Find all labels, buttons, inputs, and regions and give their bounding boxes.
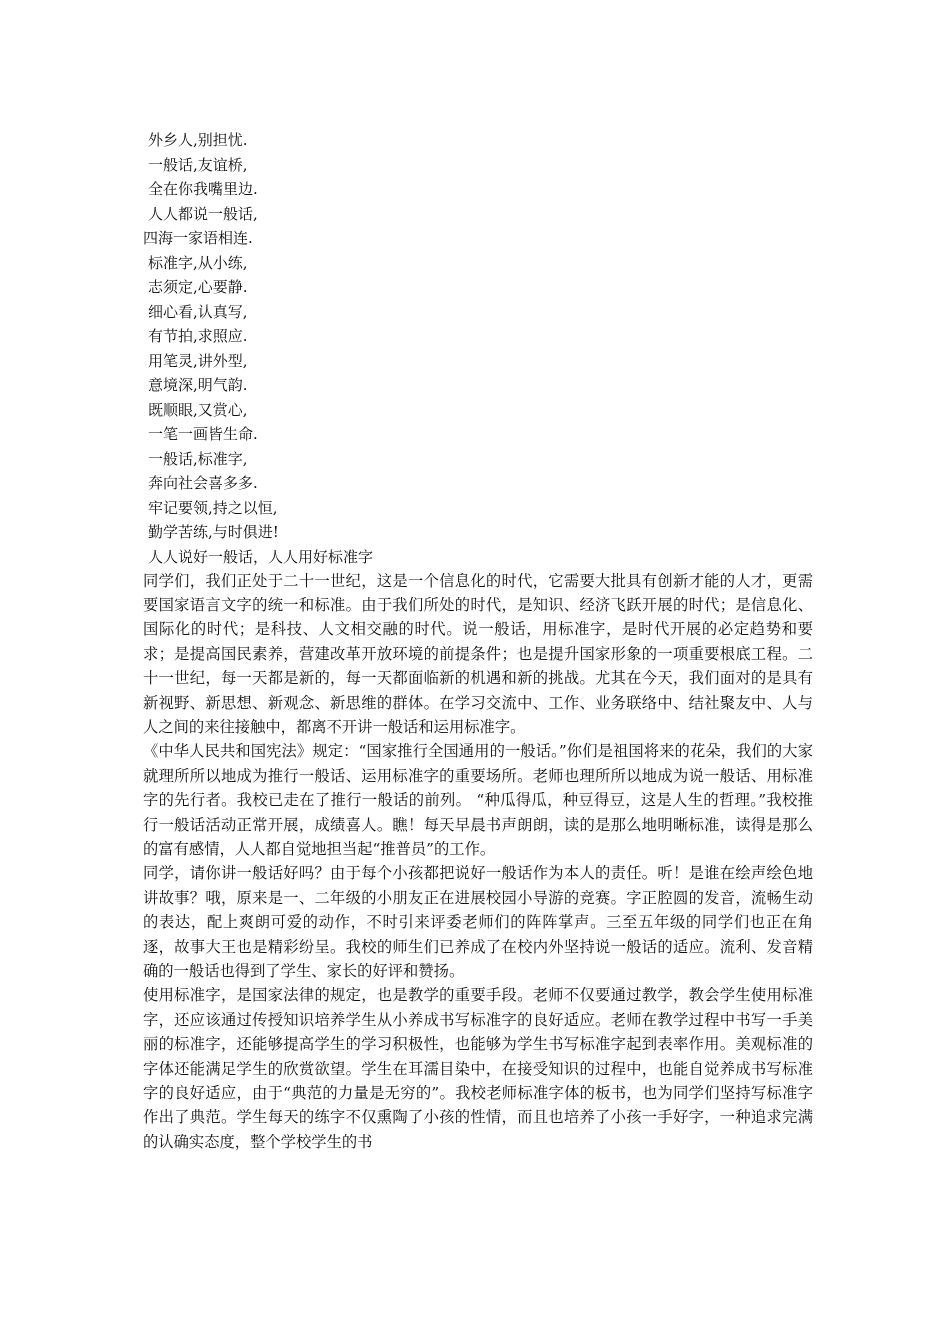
body-paragraph: 同学，请你讲一般话好吗？由于每个小孩都把说好一般话作为本人的责任。听！是谁在绘声绘色地讲故事？哦，原来是一、二年级的小朋友正在进展校园小导游的竞赛。字正腔圆的发音，流畅生动的表达，配上爽朗可爱的动作，不时引来评委老师们的阵阵掌声。三至五年级的同学们也正在角逐，故事大王也是精彩纷呈。我校的师生们已养成了在校内外坚持说一般话的适应。流利、发音精确的一般话也得到了学生、家长的好评和赞扬。: [143, 864, 813, 980]
poem-line: 勤学苦练,与时俱进!: [148, 523, 279, 541]
poem-line: 细心看,认真写,: [148, 302, 248, 321]
poem-line: 一般话,标准字,: [148, 449, 248, 468]
poem-line: 外乡人,别担忧.: [148, 131, 248, 149]
poem-line: 意境深,明气韵.: [148, 376, 248, 394]
poem-line: 全在你我嘴里边.: [148, 180, 258, 198]
poem-line: 志须定,心要静.: [148, 278, 248, 296]
poem-line: 一笔一画皆生命.: [148, 425, 258, 443]
section-heading: 人人说好一般话，人人用好标准字: [148, 547, 374, 566]
body-paragraph: 同学们，我们正处于二十一世纪，这是一个信息化的时代，它需要大批具有创新才能的人才，更需要国家语言文字的统一和标准。由于我们所处的时代，是知识、经济飞跃开展的时代；是信息化、国际化的时代；是科技、人文相交融的时代。说一般话，用标准字，是时代开展的必定趋势和要求；是提高国民素养，营建改革开放环境的前提条件；也是提升国家形象的一项重要根底工程。二十一世纪，每一天都是新的，每一天都面临新的机遇和新的挑战。尤其在今天，我们面对的是具有新视野、新思想、新观念、新思维的群体。在学习交流中、工作、业务联络中、结社聚友中、人与人之间的来往接触中，都离不开讲一般话和运用标准字。: [143, 571, 813, 736]
poem-line: 用笔灵,讲外型,: [148, 351, 248, 370]
body-paragraph: 使用标准字，是国家法律的规定，也是教学的重要手段。老师不仅要通过教学，教会学生使用标准字，还应该通过传授知识培养学生从小养成书写标准字的良好适应。老师在教学过程中书写一手美丽的标准字，还能够提高学生的学习积极性，也能够为学生书写标准字起到表率作用。美观标准的字体还能满足学生的欣赏欲望。学生在耳濡目染中，在接受知识的过程中，也能自觉养成书写标准字的良好适应，由于“典范的力量是无穷的”。我校老师标准字体的板书，也为同学们坚持写标准字作出了典范。学生每天的练字不仅熏陶了小孩的性情，而且也培养了小孩一手好字，一种追求完满的认确实态度，整个学校学生的书: [143, 986, 813, 1151]
poem-line: 四海一家语相连.: [143, 229, 253, 247]
poem-line: 有节拍,求照应.: [148, 327, 248, 345]
poem-line: 既顺眼,又赏心,: [148, 400, 248, 419]
poem-line: 奔向社会喜多多.: [148, 474, 258, 492]
poem-line: 标准字,从小练,: [148, 253, 248, 272]
poem: [143, 128, 813, 545]
poem-line: 牢记要领,持之以恒,: [148, 498, 278, 517]
poem-line: 一般话,友谊桥,: [148, 155, 248, 174]
poem-line: 人人都说一般话,: [148, 204, 258, 223]
body-paragraph: 《中华人民共和国宪法》规定：“国家推行全国通用的一般话。”你们是祖国将来的花朵，我们的大家就理所所以地成为推行一般话、运用标准字的重要场所。老师也理所所以地成为说一般话、用标准字的先行者。我校已走在了推行一般话的前列。 “种瓜得瓜，种豆得豆，这是人生的哲理。”我校推行一般话活动正常开展，成绩喜人。瞧！每天早晨书声朗朗，读的是那么地明晰标准，读得是那么的富有感情，人人都自觉地担当起“推普员”的工作。: [143, 742, 813, 858]
document-page: [143, 128, 813, 1154]
